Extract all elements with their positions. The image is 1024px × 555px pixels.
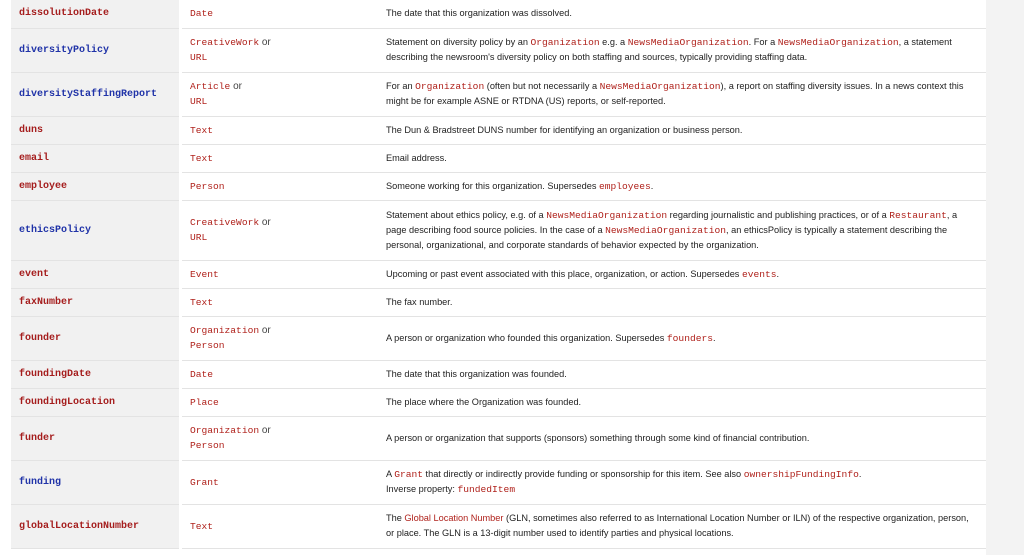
external-link[interactable]: Global Location Number: [404, 513, 504, 523]
description-text: ), a report on staffing diversity issues. In a news context this might be for example ASNE or RTDNA (US) reports, or self-reported.: [386, 81, 964, 106]
expected-type-cell: [181, 416, 379, 460]
type-link[interactable]: Text: [190, 124, 214, 136]
type-line: [190, 215, 370, 230]
type-line: [190, 6, 370, 21]
description-text: The Dun & Bradstreet DUNS number for identifying an organization or business person.: [386, 124, 743, 135]
table-row: [11, 460, 986, 504]
table-row: [11, 144, 986, 172]
expected-type-cell: [181, 360, 379, 388]
expected-type-cell: [181, 260, 379, 288]
inline-type-link[interactable]: Organization: [415, 81, 485, 92]
description-text: Email address.: [386, 152, 447, 163]
type-link[interactable]: URL: [190, 96, 208, 107]
property-name[interactable]: globalLocationNumber: [11, 504, 181, 548]
description-cell: [378, 72, 986, 116]
or-text: or: [259, 325, 271, 336]
type-line: [190, 151, 370, 166]
type-line: [190, 123, 370, 138]
description-text: regarding journalistic and publishing practices, or of a: [667, 209, 890, 220]
property-name[interactable]: event: [11, 260, 181, 288]
table-row: [11, 360, 986, 388]
table-row: [11, 0, 986, 28]
property-name[interactable]: funding: [11, 460, 181, 504]
expected-type-cell: [181, 460, 379, 504]
description-text: , an ethicsPolicy is typically a statement describing the personal, organizational, and corporate standards of behavior expected by the organization.: [386, 224, 948, 250]
table-row: [11, 28, 986, 72]
property-name[interactable]: duns: [11, 116, 181, 144]
table-row: [11, 172, 986, 200]
expected-type-cell: [181, 144, 379, 172]
type-link[interactable]: Organization: [190, 325, 260, 336]
inline-type-link[interactable]: employees: [598, 180, 651, 192]
description-cell: [378, 504, 986, 548]
description-text: Statement about ethics policy, e.g. of a: [386, 209, 547, 220]
description-cell: [378, 416, 986, 460]
inline-type-link[interactable]: NewsMediaOrganization: [627, 37, 749, 48]
type-link[interactable]: Organization: [190, 425, 260, 436]
description-cell: [378, 200, 986, 260]
type-link[interactable]: Person: [190, 180, 225, 192]
description-cell: [378, 0, 986, 28]
description-cell: [378, 316, 986, 360]
table-row: [11, 116, 986, 144]
property-name[interactable]: email: [11, 144, 181, 172]
table-row: [11, 288, 986, 316]
property-name[interactable]: diversityPolicy: [11, 28, 181, 72]
inline-type-link[interactable]: ownershipFundingInfo: [743, 469, 859, 480]
inline-type-link[interactable]: events: [741, 268, 777, 280]
expected-type-cell: [181, 172, 379, 200]
type-link[interactable]: Grant: [190, 476, 219, 488]
property-name[interactable]: employee: [11, 172, 181, 200]
type-line: [190, 35, 370, 50]
property-name[interactable]: foundingLocation: [11, 388, 181, 416]
or-text: or: [230, 81, 242, 92]
description-text: For an: [386, 81, 416, 91]
property-name[interactable]: ethicsPolicy: [11, 200, 181, 260]
expected-type-cell: [181, 316, 379, 360]
type-link[interactable]: Date: [190, 368, 214, 380]
type-line: [190, 338, 370, 353]
table-row: [11, 316, 986, 360]
description-cell: [378, 460, 986, 504]
description-text: The fax number.: [386, 296, 453, 307]
description-text: . For a: [748, 37, 778, 47]
type-line: [190, 50, 370, 65]
expected-type-cell: [181, 388, 379, 416]
description-text: A: [386, 469, 395, 479]
type-line: [190, 475, 370, 490]
type-link[interactable]: Text: [190, 152, 214, 164]
description-text: A person or organization that supports (sponsors) something through some kind of financial contribution.: [386, 432, 810, 443]
property-name[interactable]: foundingDate: [11, 360, 181, 388]
description-text: , a page describing food source policies. In the case of a: [386, 209, 958, 235]
type-link[interactable]: CreativeWork: [190, 37, 260, 48]
type-link[interactable]: Text: [190, 296, 214, 308]
type-line: [190, 94, 370, 109]
description-text: Statement on diversity policy by an: [386, 37, 531, 47]
description-text: that directly or indirectly provide funding or sponsorship for this item. See also: [422, 469, 744, 479]
description-cell: [378, 260, 986, 288]
type-link[interactable]: Date: [190, 8, 214, 20]
property-name[interactable]: diversityStaffingReport: [11, 72, 181, 116]
description-text: e.g. a: [599, 37, 628, 47]
description-text: The: [386, 513, 405, 523]
or-text: or: [259, 425, 271, 436]
expected-type-cell: [181, 0, 379, 28]
type-link[interactable]: URL: [190, 232, 208, 243]
type-line: [190, 230, 370, 245]
description-cell: [378, 116, 986, 144]
expected-type-cell: [181, 116, 379, 144]
type-line: [190, 395, 370, 410]
description-text: Upcoming or past event associated with this place, organization, or action. Supersedes: [386, 268, 742, 279]
description-text: The place where the Organization was founded.: [386, 396, 582, 407]
description-text: .: [858, 469, 862, 479]
description-text: , a statement describing the newsroom's diversity policy on both staffing and sources, typically providing staffing data.: [386, 37, 952, 62]
inline-type-link[interactable]: Organization: [530, 37, 600, 48]
inline-type-link[interactable]: fundedItem: [457, 484, 516, 495]
description-text: .: [650, 180, 654, 191]
type-link[interactable]: Person: [190, 340, 225, 351]
type-line: [190, 79, 370, 94]
property-name[interactable]: faxNumber: [11, 288, 181, 316]
inline-type-link[interactable]: NewsMediaOrganization: [605, 224, 727, 236]
description-text: The date that this organization was founded.: [386, 368, 567, 379]
type-line: [190, 295, 370, 310]
expected-type-cell: [181, 504, 379, 548]
property-name[interactable]: funder: [11, 416, 181, 460]
type-line: [190, 267, 370, 282]
description-text: .: [776, 268, 780, 279]
properties-table: [11, 0, 986, 549]
type-line: [190, 519, 370, 534]
description-cell: [378, 360, 986, 388]
property-name[interactable]: dissolutionDate: [11, 0, 181, 28]
description-cell: [378, 388, 986, 416]
inline-type-link[interactable]: founders: [666, 332, 713, 344]
type-link[interactable]: CreativeWork: [190, 217, 260, 228]
table-row: [11, 72, 986, 116]
table-row: [11, 200, 986, 260]
inline-type-link[interactable]: NewsMediaOrganization: [546, 209, 668, 221]
expected-type-cell: [181, 28, 379, 72]
inline-type-link[interactable]: NewsMediaOrganization: [599, 81, 721, 92]
description-text: (GLN, sometimes also referred to as International Location Number or ILN) of the respective organization, person, or place. The GLN is a 13-digit number used to identify parties and physical locations.: [386, 513, 969, 538]
description-cell: [378, 288, 986, 316]
expected-type-cell: [181, 200, 379, 260]
type-link[interactable]: Article: [190, 81, 231, 92]
inline-type-link[interactable]: Grant: [394, 469, 423, 480]
inline-type-link[interactable]: Restaurant: [889, 209, 947, 221]
inline-type-link[interactable]: NewsMediaOrganization: [777, 37, 899, 48]
type-line: [190, 323, 370, 338]
description-text: .: [712, 332, 716, 343]
description-text: Inverse property:: [386, 484, 458, 494]
type-link[interactable]: Text: [190, 520, 214, 532]
type-link[interactable]: Place: [190, 396, 219, 408]
or-text: or: [259, 37, 271, 48]
type-link[interactable]: Event: [190, 268, 219, 280]
expected-type-cell: [181, 72, 379, 116]
table-row: [11, 504, 986, 548]
type-line: [190, 179, 370, 194]
description-cell: [378, 28, 986, 72]
right-gutter: [986, 0, 1024, 555]
description-text: A person or organization who founded this organization. Supersedes: [386, 332, 667, 343]
type-line: [190, 367, 370, 382]
or-text: or: [259, 217, 271, 228]
table-row: [11, 388, 986, 416]
expected-type-cell: [181, 288, 379, 316]
properties-table-body: [11, 0, 986, 548]
table-row: [11, 260, 986, 288]
description-text: The date that this organization was dissolved.: [386, 8, 572, 19]
description-text: Someone working for this organization. Supersedes: [386, 180, 599, 191]
type-link[interactable]: Person: [190, 440, 225, 451]
type-line: [190, 438, 370, 453]
description-cell: [378, 144, 986, 172]
description-cell: [378, 172, 986, 200]
table-row: [11, 416, 986, 460]
type-line: [190, 423, 370, 438]
description-text: (often but not necessarily a: [484, 81, 600, 91]
property-name[interactable]: founder: [11, 316, 181, 360]
type-link[interactable]: URL: [190, 52, 208, 63]
